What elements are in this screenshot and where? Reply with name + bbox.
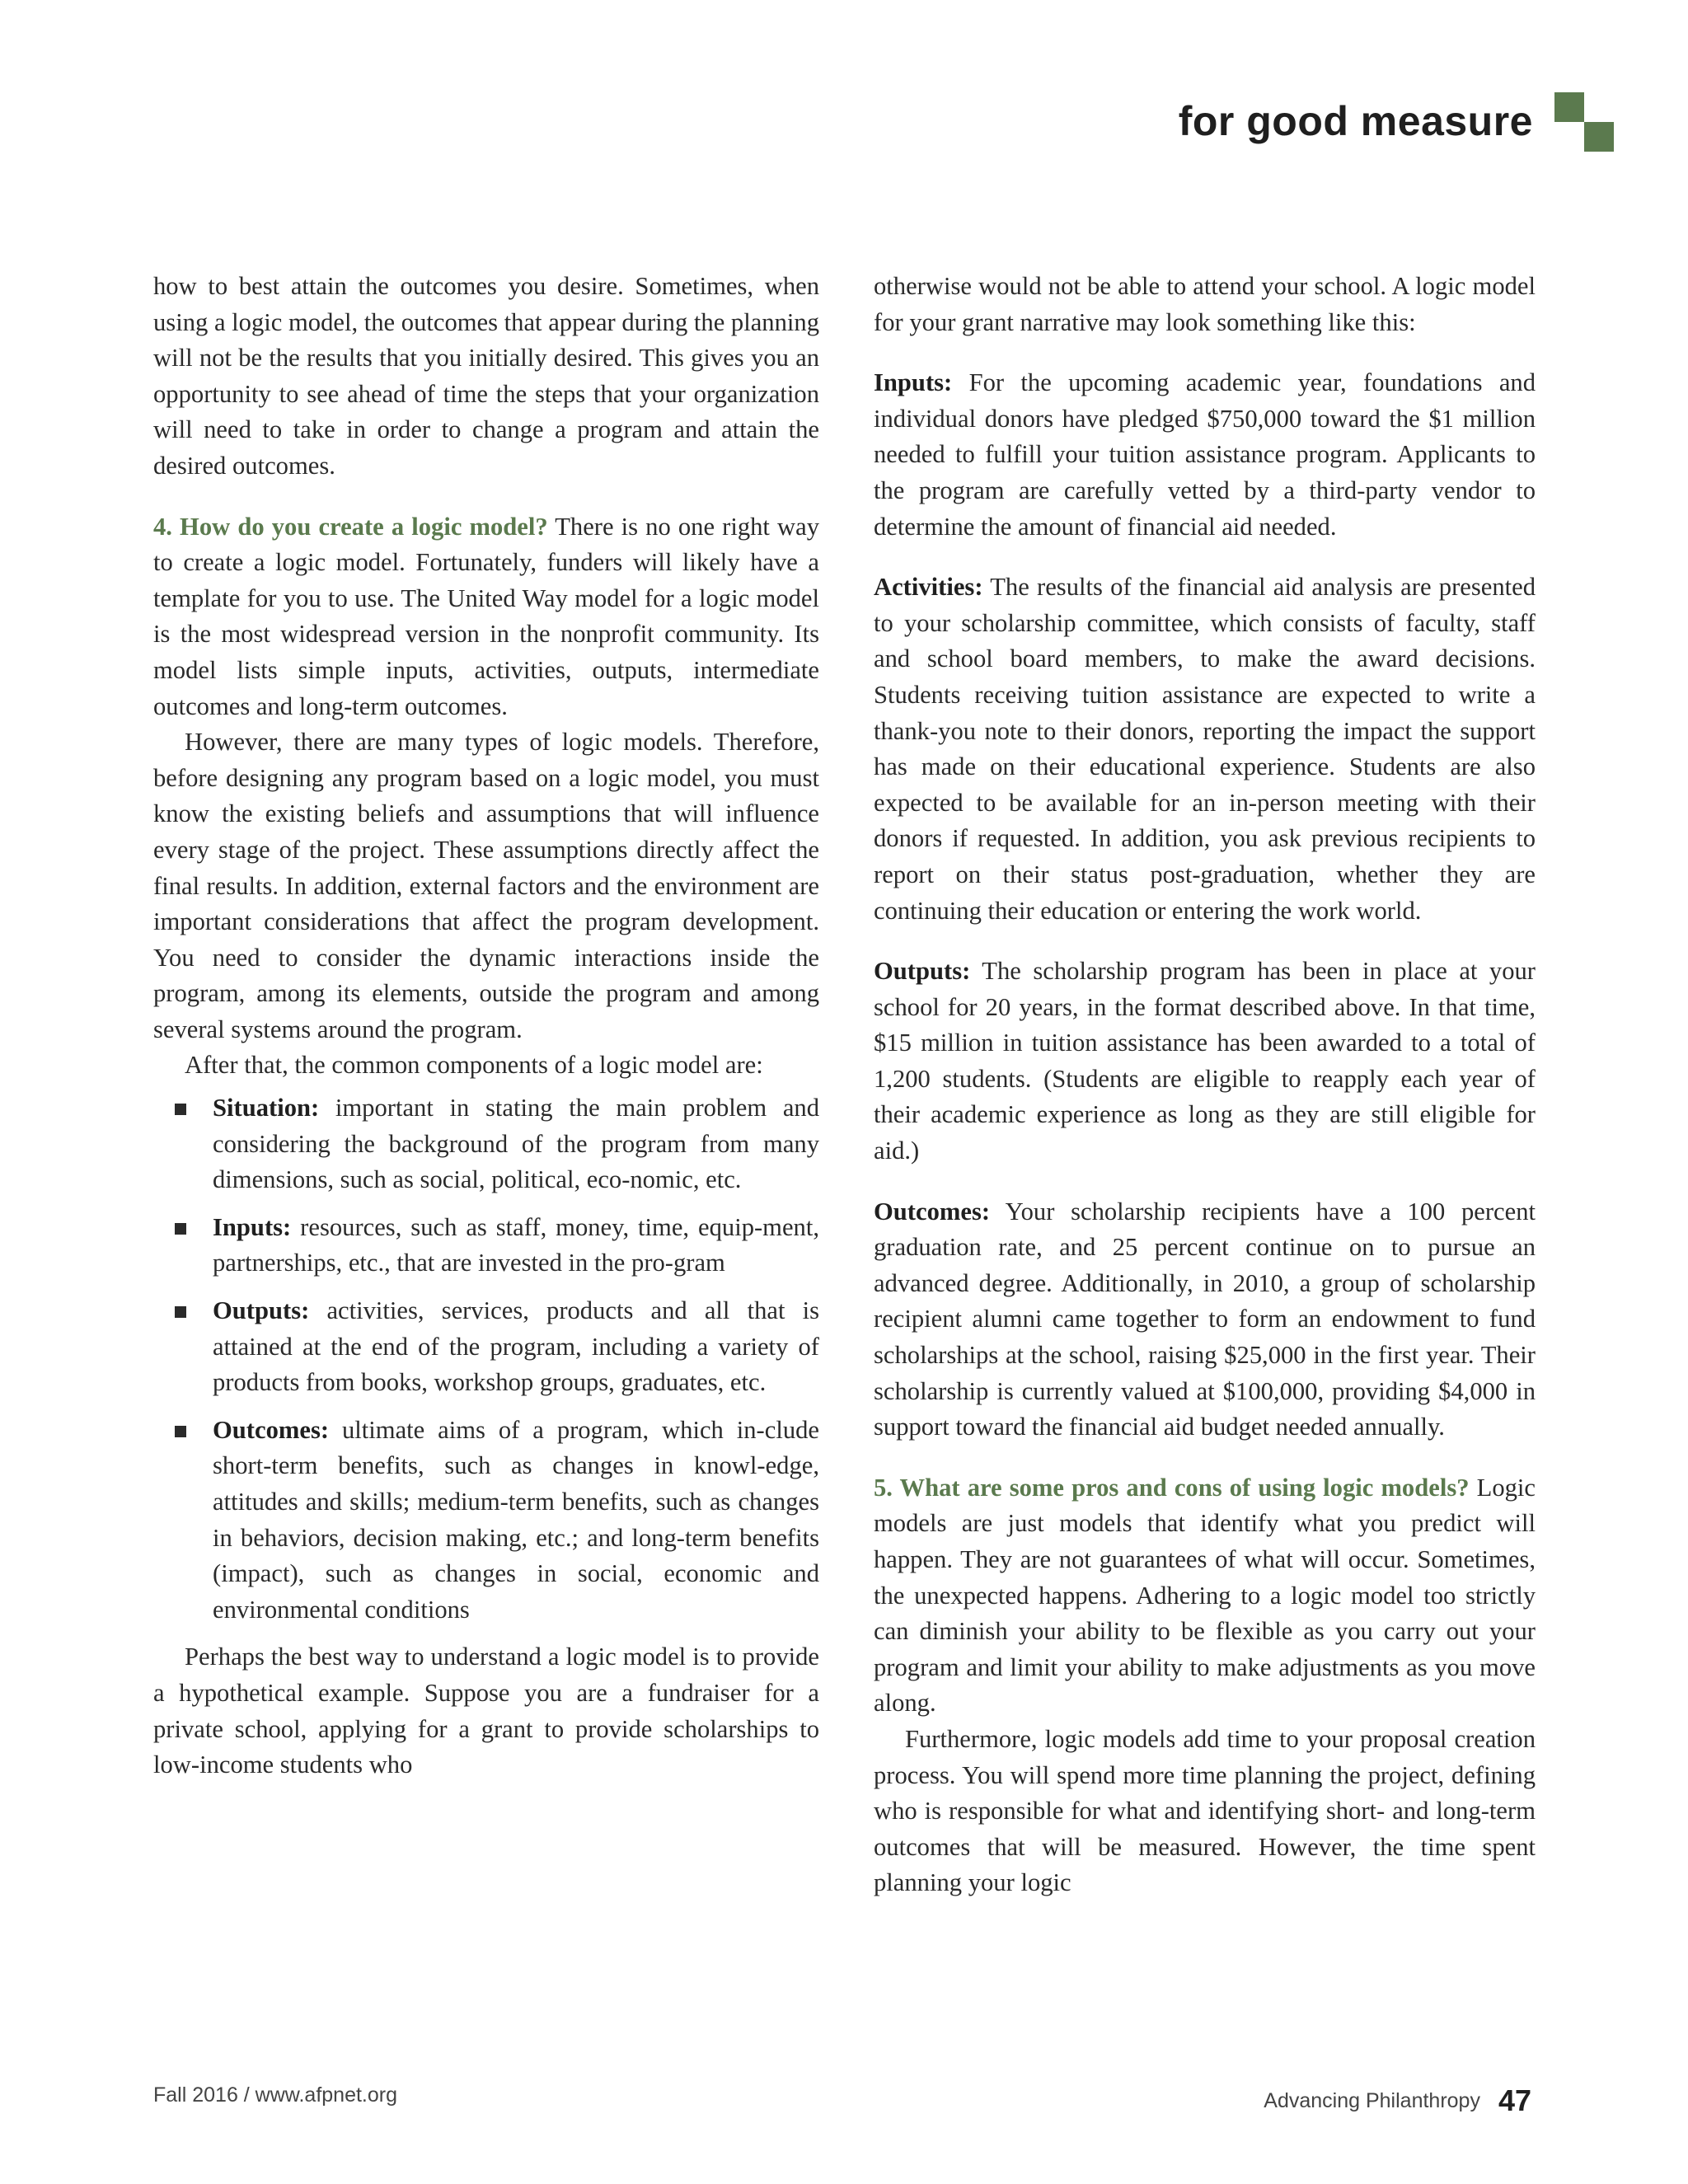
paragraph <box>153 509 819 725</box>
paragraph-text: Logic models are just models that identify what you predict will happen. They are not guarantees of what will occur. Sometimes, the unexpected happens. Adhering to a logic model too strictly can diminish your ability to be flexible as you carry out your program and limit your ability to make adjustments as you move along. <box>874 1473 1536 1718</box>
publication-name: Advancing Philanthropy <box>1264 2089 1480 2112</box>
paragraph-text: The results of the financial aid analysis are presented to your scholarship committee, which consists of faculty, staff and school board members, to make the award decisions. Students receiving tuition assistance are expected to write a thank-you note to their donors, reporting the impact the support has made on their educational experience. Students are also expected to be available for an in-person meeting with their donors if requested. In addition, you ask previous recipients to report on their status post-graduation, whether they are continuing their education or entering the work world. <box>874 573 1536 925</box>
outputs-label: Outputs: <box>874 957 971 986</box>
paragraph-text: There is no one right way to create a logic model. Fortunately, funders will likely have a template for you to use. The United Way model for a logic model is the most widespread version in the nonprofit community. Its model lists simple inputs, activities, outputs, intermediate outcomes and long-term outcomes. <box>153 512 819 720</box>
paragraph: how to best attain the outcomes you desire. Sometimes, when using a logic model, the outcomes that appear during the planning will not be the results that you initially desired. This gives you an opportunity to see ahead of time the steps that your organization will need to take in order to change a program and attain the desired outcomes. <box>153 272 819 480</box>
paragraph <box>874 954 1536 1169</box>
paragraph: otherwise would not be able to attend your school. A logic model for your grant narrative may look something like this: <box>874 272 1536 336</box>
paragraph-text: The scholarship program has been in place at your school for 20 years, in the format described above. In that time, $15 million in tuition assistance has been awarded to a total of 1,200 students. (Students are eligible to reapply each year of their academic experience as long as they are still eligible for aid.) <box>874 957 1536 1165</box>
components-list <box>153 1090 819 1628</box>
paragraph <box>874 1470 1536 1722</box>
section-title: for good measure <box>1178 98 1533 144</box>
paragraph <box>874 1194 1536 1446</box>
list-item-label: Inputs: <box>213 1212 292 1241</box>
paragraph <box>874 365 1536 545</box>
outcomes-label: Outcomes: <box>874 1197 991 1226</box>
paragraph: Perhaps the best way to understand a logic model is to provide a hypothetical example. Suppose you are a fundraiser for a private school, applying for a grant to provide scholarships to low-income students who <box>153 1643 819 1779</box>
list-item <box>153 1293 819 1401</box>
list-item-label: Situation: <box>213 1094 320 1122</box>
list-item-label: Outcomes: <box>213 1415 330 1444</box>
left-column <box>153 269 819 1783</box>
paragraph: Furthermore, logic models add time to your proposal creation process. You will spend more time planning the project, defining who is responsible for what and identifying short- and long-term outcomes that will be measured. However, the time spent planning your logic <box>874 1724 1536 1897</box>
list-item <box>153 1210 819 1282</box>
list-item <box>153 1413 819 1629</box>
footer-publication <box>1264 2083 1531 2118</box>
paragraph: However, there are many types of logic models. Therefore, before designing any program based on a logic model, you must know the existing beliefs and assumptions that will influence every stage of the project. These assumptions directly affect the final results. In addition, external factors and the environment are important considerations that affect the program development. You need to consider the dynamic interactions inside the program, among its elements, outside the program and among several systems around the program. <box>153 728 819 1043</box>
paragraph <box>874 569 1536 929</box>
list-item-text: activities, services, products and all that is attained at the end of the program, including a variety of products from books, workshop groups, graduates, etc. <box>213 1296 819 1397</box>
activities-label: Activities: <box>874 573 983 602</box>
paragraph-text: Your scholarship recipients have a 100 percent graduation rate, and 25 percent continue on to pursue an advanced degree. Additionally, in 2010, a group of scholarship recipient alumni came together to form an endowment to fund scholarships at the school, raising $25,000 in the first year. Their scholarship is currently valued at $100,000, providing $4,000 in support toward the financial aid budget needed annually. <box>874 1197 1536 1441</box>
list-item <box>153 1090 819 1198</box>
brand-square-icon <box>1584 122 1614 152</box>
page-number: 47 <box>1498 2083 1531 2117</box>
paragraph-text: For the upcoming academic year, foundations and individual donors have pledged $750,000 toward the $1 million needed to fulfill your tuition assistance program. Applicants to the program are carefully vetted by a third-party vendor to determine the amount of financial aid needed. <box>874 368 1536 541</box>
list-item-label: Outputs: <box>213 1296 310 1325</box>
brand-square-icon <box>1554 92 1584 122</box>
list-item-text: resources, such as staff, money, time, equip-ment, partnerships, etc., that are invested in the pro-gram <box>213 1212 819 1277</box>
question-heading: 5. What are some pros and cons of using logic models? <box>874 1473 1470 1502</box>
question-heading: 4. How do you create a logic model? <box>153 512 548 541</box>
footer-issue: Fall 2016 / www.afpnet.org <box>153 2083 397 2107</box>
paragraph: After that, the common components of a logic model are: <box>185 1051 763 1080</box>
list-item-text: important in stating the main problem and considering the background of the program from many dimensions, such as social, political, eco-nomic, etc. <box>213 1094 819 1194</box>
list-item-text: ultimate aims of a program, which in-clude short-term benefits, such as changes in knowl-edge, attitudes and skills; medium-term benefits, such as changes in behaviors, decision making, etc.; and long-term benefits (impact), such as changes in social, economic and environmental conditions <box>213 1415 819 1624</box>
inputs-label: Inputs: <box>874 368 953 397</box>
right-column <box>874 269 1536 1901</box>
